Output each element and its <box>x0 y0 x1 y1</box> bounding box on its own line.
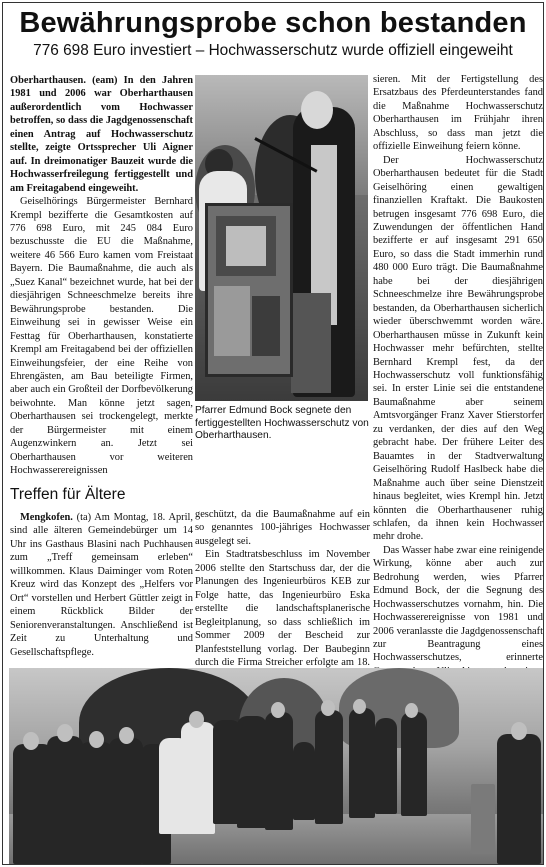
photo-face <box>119 727 134 744</box>
photo-coat-of-arms-board <box>205 203 293 377</box>
photo-face <box>271 702 285 718</box>
photo-person <box>265 712 293 830</box>
paragraph: Der Hochwasserschutz Oberharthausen bedeutet für die Stadt Geiselhöring einen gewaltigen finanziellen Kraftakt. Die Baukosten betrugen insgesamt 776 698 Euro, die Zuwendungen der öffentlichen Hand bezifferte er auf insgesamt 291 650 Euro, so dass die Stadt immerhin rund 480 000 Euro trägt. Die Baumaßnahme habe bei der diesjährigen Schneeschmelze ihre Bewährungsprobe bestanden, da Oberharthausen sicherlich wieder überschwemmt worden wäre. Oberharthausen müsse in Zukunft kein Hochwasser mehr befürchten, stellte Bernhard Krempl fest, da der Hochwasserschutz voll funktionsfähig sei. In erster Linie sei die entstandene Baumaßnahme aber seinem Amtsvorgänger Franz Xaver Stierstorfer zu verdanken, der dies auf den Weg gebracht habe. Der frühere Leiter des Bauamtes in der Stadtverwaltung Geiselhöring Rudolf Haslbeck habe die Maßnahme auch über seine Dienstzeit hinaus begleitet, wies Krempl hin. Jetzt könnten die Oberharthausener ruhig schlafen, da ihnen kein Hochwasser mehr drohe. <box>373 154 543 543</box>
photo-group-ceremony <box>9 668 543 864</box>
photo-face <box>57 724 73 742</box>
photo-face <box>89 731 104 748</box>
brief-column <box>10 511 193 659</box>
photo-face <box>189 711 204 728</box>
paragraph: sieren. Mit der Fertigstellung des Ersatzbaus des Pferdeunterstandes fand die Maßnahme Hochwasserschutz Oberharthausen im Frühjahr ihren Abschluss, so dass man jetzt die offizielle Einweihung feiern könne. <box>373 74 543 153</box>
photo-priest-blessing <box>195 75 368 401</box>
paragraph: Das Wasser habe zwar eine reinigende Wirkung, könne aber auch zur Bedrohung werden, wies Pfarrer Edmund Bock, der die Segnung des Hochwasserschutzes vornahm, hin. Die Hochwasserereignisse von 1981 und 2006 veranlasste die Jagdgenossenschaft zur Beantragung eines Hochwasserschutzes, erinnerte <box>373 544 543 664</box>
photo-person <box>401 712 427 816</box>
brief-dateline: Mengkofen. <box>20 512 73 523</box>
column-3 <box>373 73 543 692</box>
photo-caption: Pfarrer Edmund Bock segnete den fertiggestellten Hochwasserschutz von Oberharthausen. <box>195 405 369 442</box>
photo-person <box>315 710 343 824</box>
board-block <box>226 226 266 266</box>
brief-paragraph <box>10 511 193 659</box>
photo-board <box>471 784 495 854</box>
photo-face <box>23 732 39 750</box>
brief-text: (ta) Am Montag, 18. April, sind alle älteren Gemeindebürger um 14 Uhr ins Gasthaus Blasini nach Puchhausen zum „Treff gemeinsam erleben“ willkommen. Klaus Daiminger vom Roten Kreuz wird das Konzept des „Helfers vor Ort“ vorstellen und Herbert Güttler zeigt in einem Rückblick Bilder der Seniorenveranstaltungen. Anschließend ist Zeit zu Unterhaltung und Gesellschaftspflege. <box>10 512 193 658</box>
lead-paragraph: Oberharthausen. (eam) In den Jahren 1981 und 2006 war Oberharthausen außerordentlich vom Hochwasser betroffen, so dass die Jagdgenossenschaft einen Antrag auf Hochwasserschutz stellte, zeigte Ortssprecher Uli Aigner auf. In dreimonatiger Bauzeit wurde die Hochwasserfreilegung fertiggestellt und am Freitagabend eingeweiht. <box>10 75 193 194</box>
photo-face <box>353 699 366 714</box>
newspaper-clipping <box>2 2 544 865</box>
photo-person <box>497 734 541 864</box>
headline: Bewährungsprobe schon bestanden <box>19 7 527 39</box>
photo-person <box>79 742 113 864</box>
subheadline: 776 698 Euro investiert – Hochwasserschutz wurde offiziell eingeweiht <box>33 42 513 59</box>
photo-face <box>321 700 335 716</box>
photo-priest <box>181 722 215 834</box>
board-block <box>214 286 250 356</box>
photo-face <box>511 722 527 740</box>
photo-person <box>237 716 267 828</box>
photo-person <box>375 718 397 814</box>
brief-title: Treffen für Ältere <box>10 486 126 503</box>
photo-priest-head <box>301 91 333 129</box>
paragraph: Ein Stadtratsbeschluss im November 2006 stellte den Startschuss dar, der die Planungen des Ingenieurbüros KEB zur Folge hatte, das Ingenieurbüro Eska erstellte die landschaftsplanerische Begleitplanung, so dass schließlich im Sommer 2009 der Bescheid zur Planfeststellung vorlag. Der Baubeginn durch die Firma Streicher erfolgte am 18. <box>195 549 370 668</box>
photo-lectern <box>291 293 331 393</box>
board-block <box>252 296 280 356</box>
paragraph: Geiselhörings Bürgermeister Bernhard Krempl bezifferte die Gesamtkosten auf 776 698 Euro, mit 245 084 Euro bezuschusste die EU die Maßnahme, weitere 46 566 Euro kamen vom Freistaat Bayern. Die Baumaßnahme, die auch als „Suez Kanal“ bezeichnet wurde, hat bei der diesjährigen Schneeschmelze bereits ihre Bewährungsprobe bestanden. Die Einweihung sei in gewisser Weise ein Festtag für Oberharthausen, konstatierte Krempl am Freitagabend bei der offiziellen Einweihungsfeier, der eine Reihe von Ehrengästen, am Bau beteiligte Firmen, aber auch ein Großteil der Dorfbevölkerung beiwohnte. Man könne jetzt sagen, Oberharthausen sei trockengelegt, merkte der Bürgermeister mit einem Augenzwinkern an. Jetzt sei Oberharthausen vor weiteren Hochwasserereignissen <box>10 196 193 477</box>
photo-person <box>109 738 143 864</box>
paragraph: geschützt, da die Baumaßnahme auf ein so genanntes 100-jähriges Hochwasser ausgelegt sei. <box>195 509 370 547</box>
photo-face <box>405 703 418 718</box>
photo-person <box>47 736 83 864</box>
photo-person <box>349 708 375 818</box>
photo-person <box>293 742 315 820</box>
column-1 <box>10 74 193 478</box>
